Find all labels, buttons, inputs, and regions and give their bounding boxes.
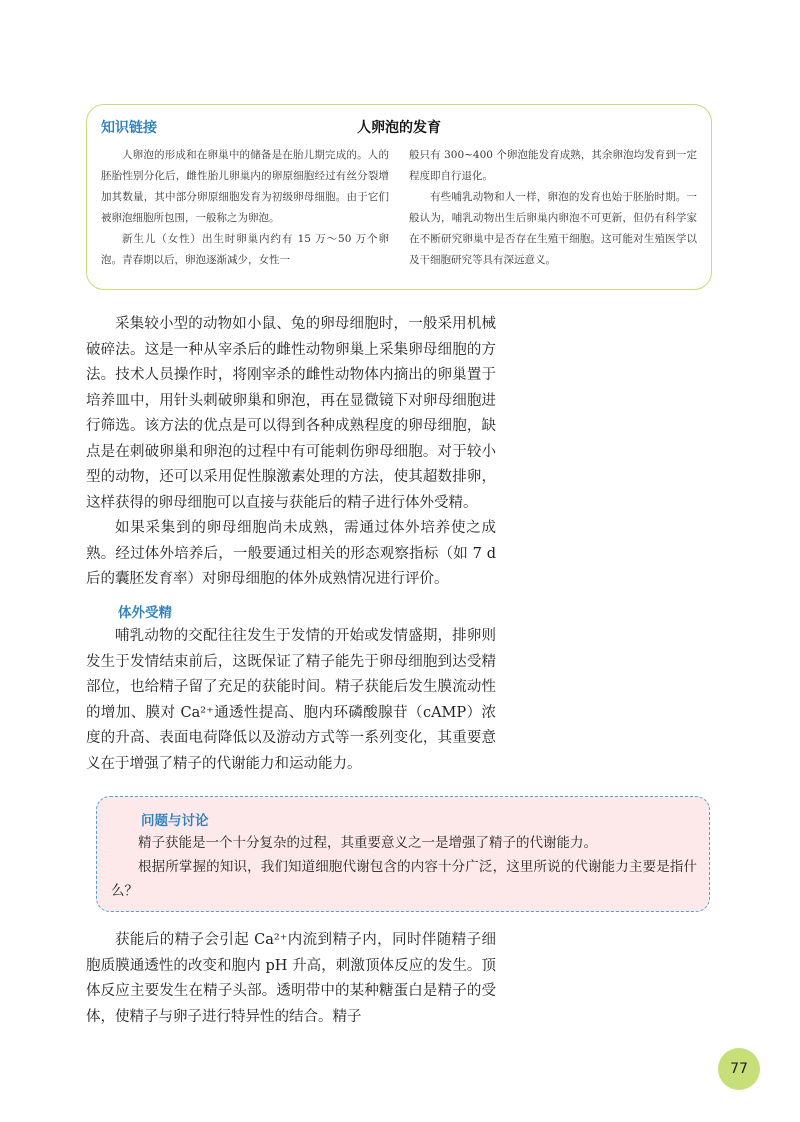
page-number-badge: 77 — [718, 1048, 760, 1090]
main-text-block-1 — [86, 312, 496, 593]
discussion-body — [111, 831, 697, 903]
body-paragraph: 采集较小型的动物如小鼠、兔的卵母细胞时，一般采用机械破碎法。这是一种从宰杀后的雌性动物卵巢上采集卵母细胞的方法。技术人员操作时，将刚宰杀的雌性动物体内摘出的卵巢置于培养皿中，用针头刺破卵巢和卵泡，再在显微镜下对卵母细胞进行筛选。该方法的优点是可以得到各种成熟程度的卵母细胞，缺点是在刺破卵巢和卵泡的过程中有可能刺伤卵母细胞。对于较小型的动物，还可以采用促性腺激素处理的方法，使其超数排卵，这样获得的卵母细胞可以直接与获能后的精子进行体外受精。 — [86, 316, 496, 511]
knowledge-paragraph: 般只有 300~400 个卵泡能发育成熟，其余卵泡均发育到一定程度即自行退化。 — [409, 149, 697, 182]
knowledge-paragraph: 新生儿（女性）出生时卵巢内约有 15 万～50 万个卵泡。青春期以后，卵泡逐渐减少，女性一 — [101, 233, 389, 266]
main-text-block-3 — [86, 928, 496, 1030]
knowledge-paragraph: 有些哺乳动物和人一样，卵泡的发育也始于胚胎时期。一般认为，哺乳动物出生后卵巢内卵泡不可更新，但仍有科学家在不断研究卵巢中是否存在生殖干细胞。这可能对生殖医学以及干细胞研究等具有深远意义。 — [409, 191, 697, 266]
body-paragraph: 哺乳动物的交配往往发生于发情的开始或发情盛期，排卵则发生于发情结束前后，这既保证了精子能先于卵母细胞到达受精部位，也给精子留了充足的获能时间。精子获能后发生膜流动性的增加、膜对 Ca²⁺通透性提高、胞内环磷酸腺苷（cAMP）浓度的升高、表面电荷降低以及游动方式等一系列变化，其重要意义在于增强了精子的代谢能力和运动能力。 — [86, 628, 496, 772]
discussion-paragraph: 精子获能是一个十分复杂的过程，其重要意义之一是增强了精子的代谢能力。 — [138, 835, 597, 851]
body-paragraph: 获能后的精子会引起 Ca²⁺内流到精子内，同时伴随精子细胞质膜通透性的改变和胞内 pH 升高，刺激顶体反应的发生。顶体反应主要发生在精子头部。透明带中的某种糖蛋白是精子的受体，使精子与卵子进行特异性的结合。精子 — [86, 932, 496, 1025]
knowledge-link-left-column — [101, 145, 389, 271]
discussion-paragraph: 根据所掌握的知识，我们知道细胞代谢包含的内容十分广泛，这里所说的代谢能力主要是指什么？ — [111, 859, 697, 899]
knowledge-link-right-column — [409, 145, 697, 271]
knowledge-link-tag: 知识链接 — [101, 120, 157, 136]
body-paragraph: 如果采集到的卵母细胞尚未成熟，需通过体外培养使之成熟。经过体外培养后，一般要通过相关的形态观察指标（如 7 d 后的囊胚发育率）对卵母细胞的体外成熟情况进行评价。 — [86, 520, 496, 587]
main-text-block-2 — [86, 624, 496, 777]
knowledge-paragraph: 人卵泡的形成和在卵巢中的储备是在胎儿期完成的。人的胚胎性别分化后，雌性胎儿卵巢内的卵原细胞经过有丝分裂增加其数量，其中部分卵原细胞发育为初级卵母细胞。由于它们被卵泡细胞所包围，一般称之为卵泡。 — [101, 149, 389, 224]
section-heading: 体外受精 — [118, 605, 172, 621]
discussion-tag: 问题与讨论 — [141, 813, 209, 829]
knowledge-link-columns — [101, 145, 697, 271]
knowledge-link-title: 人卵泡的发育 — [357, 120, 441, 136]
discussion-box — [96, 796, 710, 912]
knowledge-link-box — [86, 104, 712, 290]
